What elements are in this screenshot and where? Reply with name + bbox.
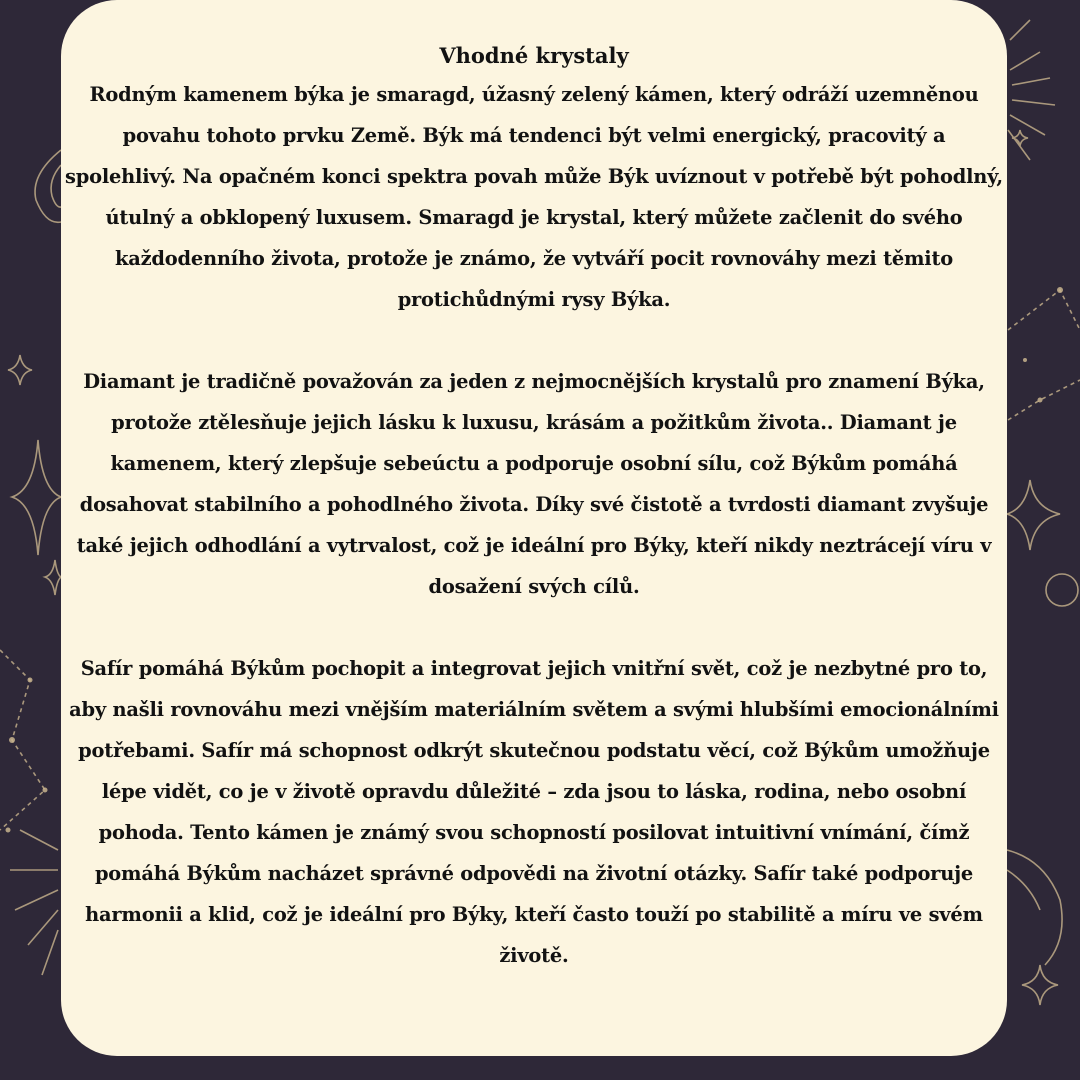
four-point-star-icon [45, 560, 61, 595]
paragraph-sapphire: Safír pomáhá Býkům pochopit a integrovat jejich vnitřní svět, což je nezbytné pro to, aby našli rovnováhu mezi vnějším materiálním světem a svými hlubšími emocionálními potřebami. Safír má schopnost odkrýt skutečnou podstatu věcí, což Býkům umožňuje lépe vidět, co je v životě opravdu důležité – zda jsou to láska, rodina, nebo osobní pohoda. Tento kámen je známý svou schopností posilovat intuitivní vnímání, čímž pomáhá Býkům nacházet správné odpovědi na životní otázky. Safír také podporuje harmonii a klid, což je ideální pro Býky, kteří často touží po stabilitě a míru ve svém životě. [69, 657, 999, 967]
sunburst-icon [1008, 20, 1055, 160]
planet-icon [1046, 574, 1078, 606]
ringed-planet-icon [1007, 850, 1062, 965]
sparkle-star-icon [1007, 480, 1060, 550]
page-title: Vhodné krystaly [439, 43, 629, 68]
sparkle-star-icon [12, 440, 61, 555]
constellation-icon [0, 650, 45, 830]
paragraph-emerald: Rodným kamenem býka je smaragd, úžasný zelený kámen, který odráží uzemněnou povahu tohoto prvku Země. Býk má tendenci být velmi energický, pracovitý a spolehlivý. Na opačném konci spektra povah může Býk uvíznout v potřebě být pohodlný, útulný a obklopený luxusem. Smaragd je krystal, který můžete začlenit do svého každodenního života, protože je známo, že vytváří pocit rovnováhy mezi těmito protichůdnými rysy Býka. [65, 83, 1003, 311]
four-point-star-icon [8, 355, 32, 385]
constellation-icon [1008, 290, 1080, 420]
ringed-planet-icon [35, 150, 61, 222]
sunburst-icon [10, 830, 58, 975]
four-point-star-icon [1022, 965, 1058, 1005]
paragraph-diamond: Diamant je tradičně považován za jeden z nejmocnějších krystalů pro znamení Býka, protože ztělesňuje jejich lásku k luxusu, krásám a požitkům života.. Diamant je kamenem, který zlepšuje sebeúctu a podporuje osobní sílu, což Býkům pomáhá dosahovat stabilního a pohodlného života. Díky své čistotě a tvrdosti diamant zvyšuje také jejich odhodlání a vytrvalost, což je ideální pro Býky, kteří nikdy neztrácejí víru v dosažení svých cílů. [76, 370, 992, 598]
text-card [61, 0, 1007, 1056]
